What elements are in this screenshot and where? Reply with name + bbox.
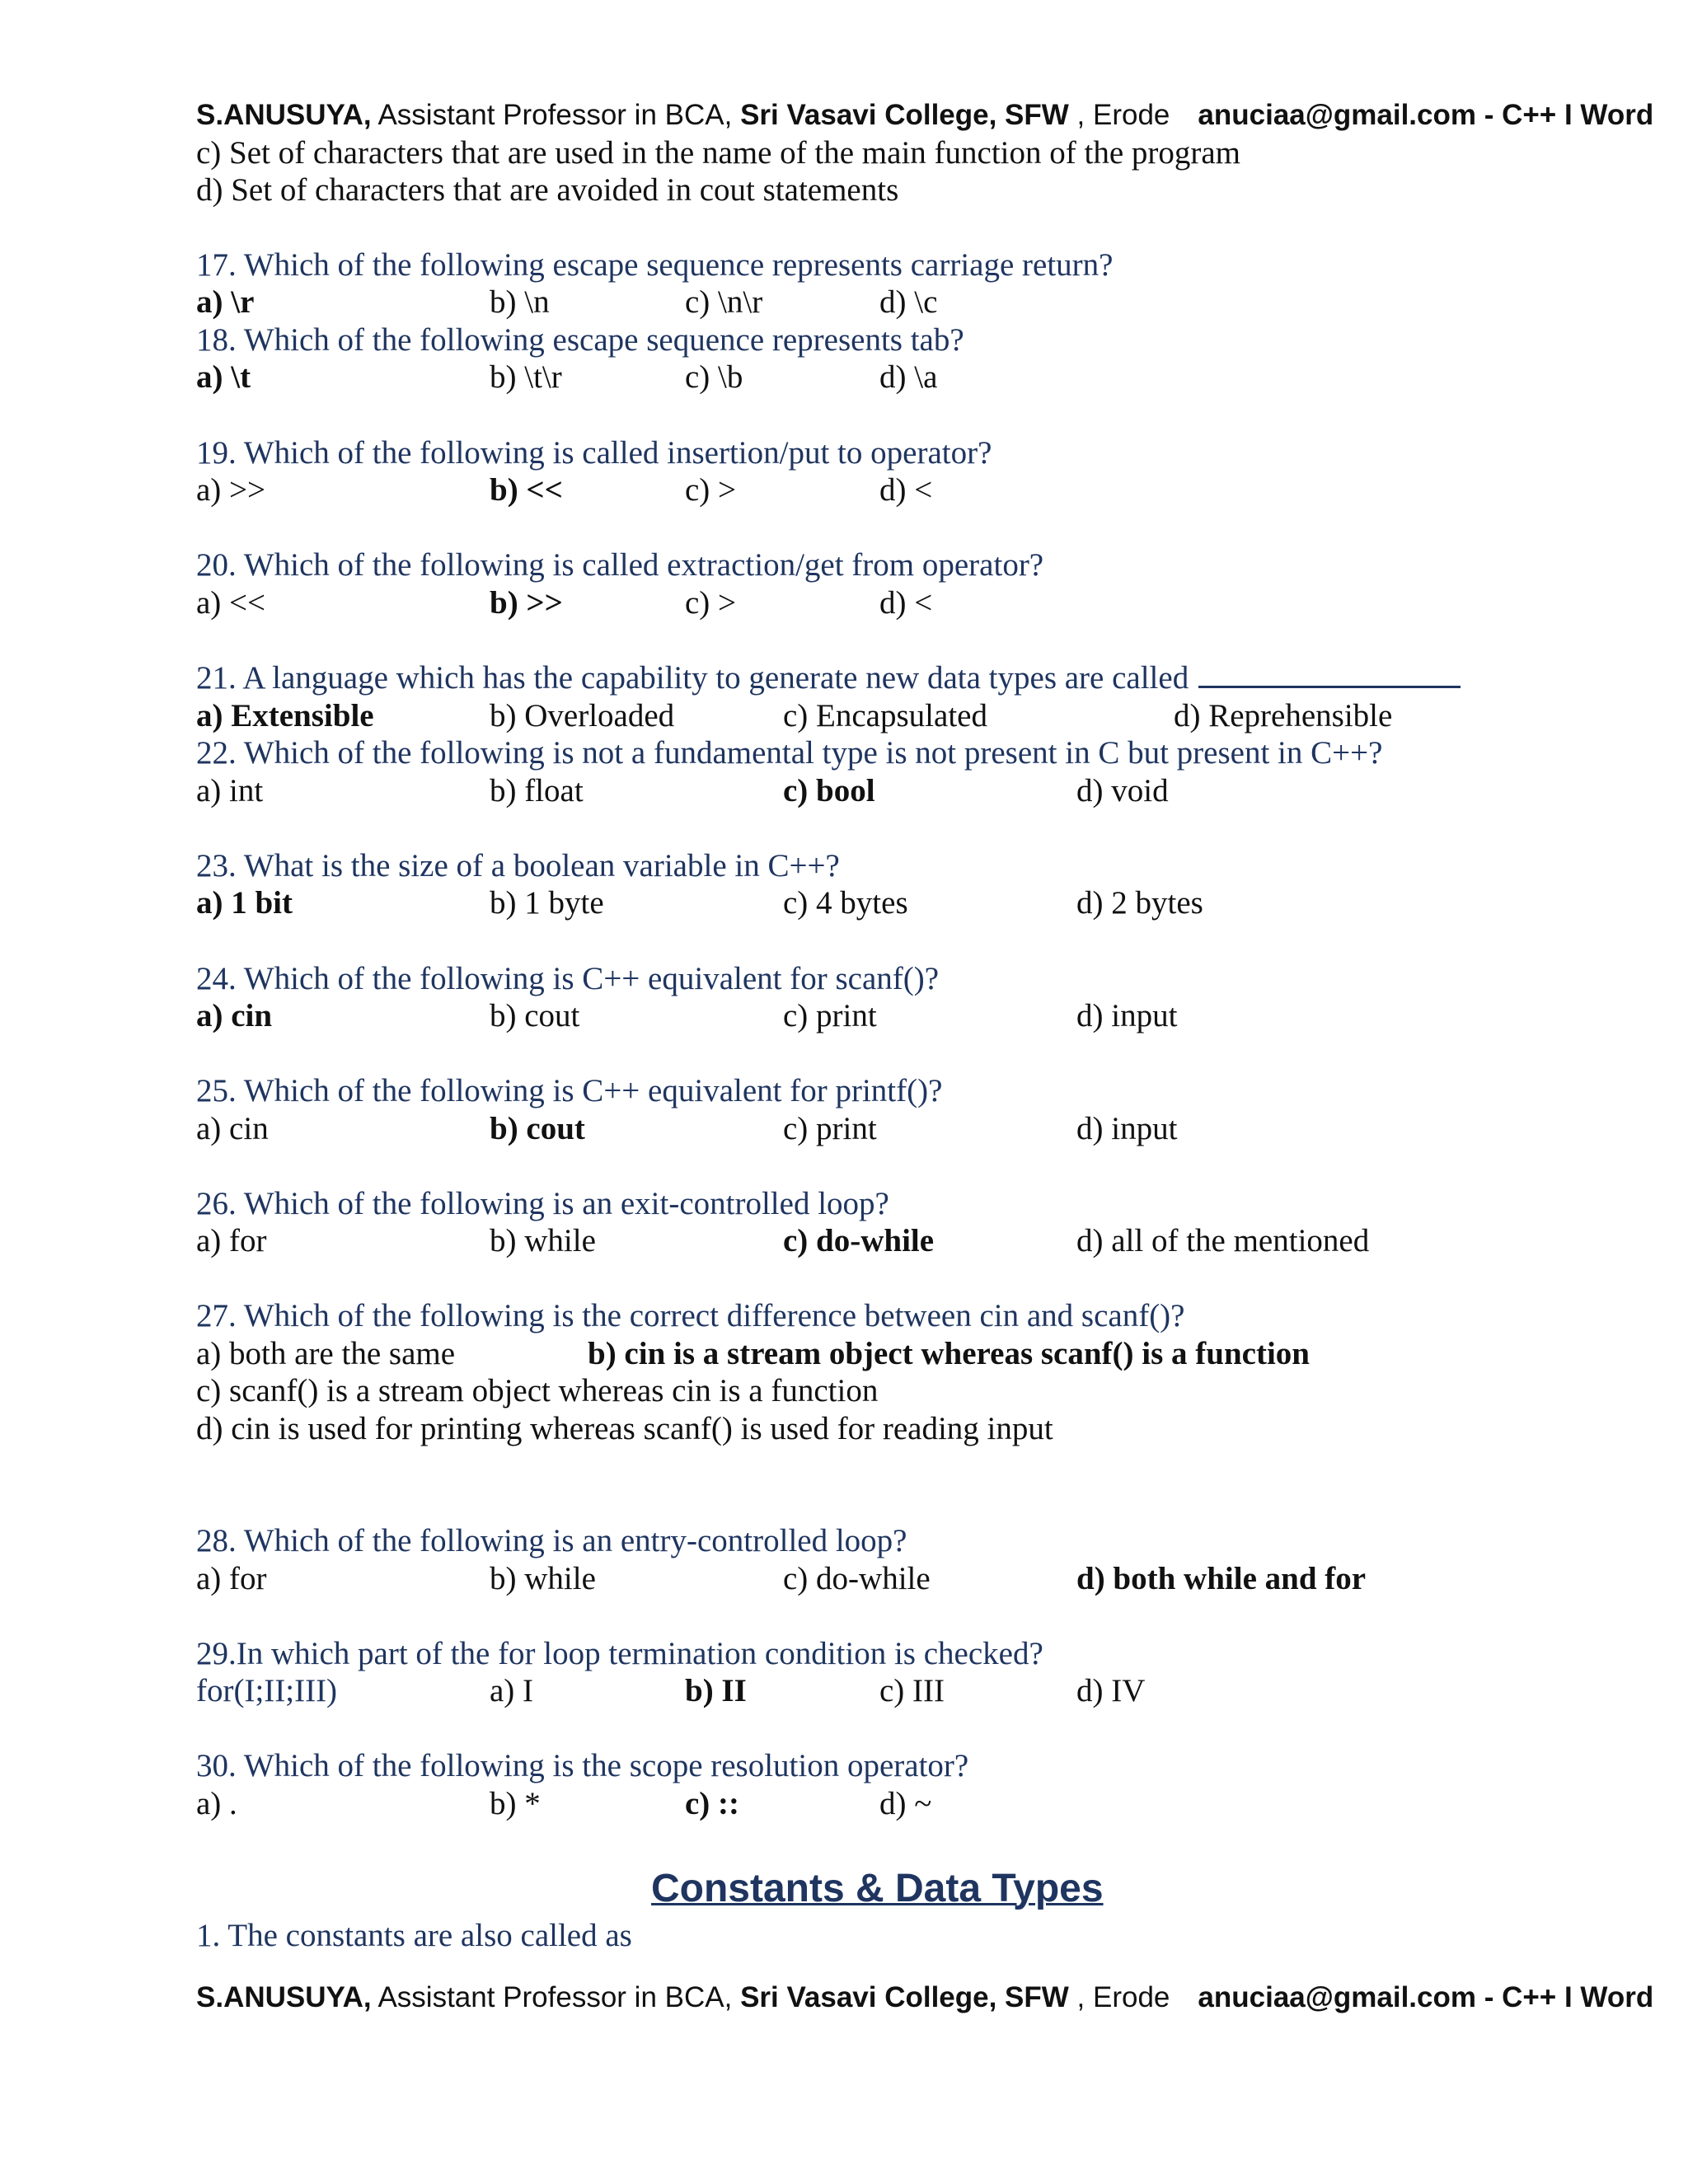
option-d: d) IV bbox=[1076, 1673, 1146, 1708]
header-place: , Erode bbox=[1068, 1981, 1170, 2013]
option-c: c) :: bbox=[685, 1786, 740, 1821]
option-b: b) cout bbox=[490, 1111, 585, 1146]
question-20: 20. Which of the following is called extraction/get from operator? bbox=[196, 547, 1044, 583]
question-21 bbox=[196, 659, 1461, 697]
option-c: c) scanf() is a stream object whereas cin is a function bbox=[196, 1373, 879, 1408]
option-d: d) cin is used for printing whereas scanf() is used for reading input bbox=[196, 1411, 1053, 1446]
option-c: c) print bbox=[783, 1111, 877, 1146]
option-d: d) both while and for bbox=[1076, 1561, 1367, 1596]
option-d: d) \a bbox=[879, 359, 938, 395]
options-q29 bbox=[0, 1672, 1688, 1710]
option-a: a) I bbox=[490, 1673, 534, 1708]
option-a: a) Extensible bbox=[196, 698, 374, 733]
option-a: a) both are the same bbox=[196, 1336, 456, 1371]
question-19: 19. Which of the following is called insertion/put to operator? bbox=[196, 435, 992, 471]
options-q24 bbox=[0, 997, 1688, 1035]
question-22: 22. Which of the following is not a fundamental type is not present in C but present in C++? bbox=[196, 735, 1383, 771]
option-a: a) << bbox=[196, 585, 266, 621]
option-b: b) \t\r bbox=[490, 359, 562, 395]
option-c: c) do-while bbox=[783, 1561, 931, 1596]
option-d: d) void bbox=[1076, 773, 1169, 808]
option-c: c) III bbox=[879, 1673, 945, 1708]
option-c: c) print bbox=[783, 998, 877, 1033]
question-27: 27. Which of the following is the correct difference between cin and scanf()? bbox=[196, 1298, 1185, 1333]
option-d: d) input bbox=[1076, 998, 1178, 1033]
option-c: c) bool bbox=[783, 773, 875, 808]
question-21-text: 21. A language which has the capability to generate new data types are called bbox=[196, 660, 1189, 696]
section-question-1: 1. The constants are also called as bbox=[196, 1918, 632, 1953]
answer-blank bbox=[1198, 661, 1461, 688]
option-b: b) float bbox=[490, 773, 584, 808]
option-b: b) while bbox=[490, 1561, 596, 1596]
header-email: anuciaa@gmail.com - C++ I Word bbox=[1198, 99, 1654, 131]
question-26: 26. Which of the following is an exit-controlled loop? bbox=[196, 1186, 889, 1221]
question-28: 28. Which of the following is an entry-controlled loop? bbox=[196, 1523, 907, 1558]
option-b: b) \n bbox=[490, 284, 550, 320]
option-b: b) >> bbox=[490, 585, 563, 621]
question-23: 23. What is the size of a boolean variable in C++? bbox=[196, 848, 840, 883]
option-d: d) input bbox=[1076, 1111, 1178, 1146]
question-24: 24. Which of the following is C++ equivalent for scanf()? bbox=[196, 961, 940, 996]
option-c: c) \n\r bbox=[685, 284, 763, 320]
options-q21 bbox=[0, 697, 1688, 735]
options-q30 bbox=[0, 1785, 1688, 1823]
option-c: c) Encapsulated bbox=[783, 698, 987, 733]
option-a: a) for bbox=[196, 1561, 267, 1596]
option-d: d) ~ bbox=[879, 1786, 932, 1821]
options-q19 bbox=[0, 471, 1688, 509]
loop-syntax: for(I;II;III) bbox=[196, 1673, 338, 1708]
option-a: a) for bbox=[196, 1223, 267, 1258]
option-a: a) int bbox=[196, 773, 264, 808]
option-b: b) << bbox=[490, 472, 563, 508]
header-place: , Erode bbox=[1068, 99, 1170, 131]
option-d: d) < bbox=[879, 472, 933, 508]
question-17: 17. Which of the following escape sequence represents carriage return? bbox=[196, 247, 1114, 283]
option-d: d) all of the mentioned bbox=[1076, 1223, 1370, 1258]
option-b: b) cin is a stream object whereas scanf() is a function bbox=[588, 1336, 1310, 1371]
header-role: Assistant Professor in BCA, bbox=[371, 1981, 741, 2013]
option-d: d) < bbox=[879, 585, 933, 621]
option-b: b) Overloaded bbox=[490, 698, 675, 733]
option-b: b) II bbox=[685, 1673, 747, 1708]
section-heading: Constants & Data Types bbox=[651, 1867, 1104, 1910]
option-a: a) \r bbox=[196, 284, 255, 320]
option-c: c) do-while bbox=[783, 1223, 935, 1258]
option-b: b) * bbox=[490, 1786, 541, 1821]
option-c: c) > bbox=[685, 472, 737, 508]
options-q18 bbox=[0, 359, 1688, 396]
option-a: a) >> bbox=[196, 472, 266, 508]
option-a: a) cin bbox=[196, 1111, 269, 1146]
option-c: c) > bbox=[685, 585, 737, 621]
options-q26 bbox=[0, 1222, 1688, 1260]
option-b: b) while bbox=[490, 1223, 596, 1258]
option-d: d) \c bbox=[879, 284, 938, 320]
option-b: b) 1 byte bbox=[490, 885, 604, 921]
header-author: S.ANUSUYA, bbox=[196, 99, 372, 131]
header-college: Sri Vasavi College, SFW bbox=[740, 1981, 1069, 2013]
option-b: b) cout bbox=[490, 998, 580, 1033]
question-18: 18. Which of the following escape sequence represents tab? bbox=[196, 322, 964, 358]
options-q27-ab bbox=[0, 1335, 1688, 1373]
options-q20 bbox=[0, 584, 1688, 622]
continuation-option-d: d) Set of characters that are avoided in cout statements bbox=[196, 172, 899, 208]
header-college: Sri Vasavi College, SFW bbox=[740, 99, 1069, 131]
option-d: d) Reprehensible bbox=[1174, 698, 1393, 733]
option-a: a) cin bbox=[196, 998, 273, 1033]
question-29: 29.In which part of the for loop termination condition is checked? bbox=[196, 1636, 1043, 1671]
options-q28 bbox=[0, 1560, 1688, 1598]
option-a: a) \t bbox=[196, 359, 251, 395]
option-a: a) . bbox=[196, 1786, 237, 1821]
option-d: d) 2 bytes bbox=[1076, 885, 1203, 921]
option-c: c) 4 bytes bbox=[783, 885, 908, 921]
header-author: S.ANUSUYA, bbox=[196, 1981, 372, 2013]
options-q22 bbox=[0, 772, 1688, 810]
page-header-bottom bbox=[196, 1980, 1653, 2016]
header-role: Assistant Professor in BCA, bbox=[371, 99, 741, 131]
options-q25 bbox=[0, 1110, 1688, 1148]
option-a: a) 1 bit bbox=[196, 885, 293, 921]
options-q23 bbox=[0, 884, 1688, 922]
continuation-option-c: c) Set of characters that are used in the name of the main function of the program bbox=[196, 135, 1241, 171]
option-c: c) \b bbox=[685, 359, 743, 395]
page-header-top bbox=[196, 97, 1653, 134]
options-q17 bbox=[0, 284, 1688, 321]
question-25: 25. Which of the following is C++ equivalent for printf()? bbox=[196, 1073, 943, 1108]
question-30: 30. Which of the following is the scope resolution operator? bbox=[196, 1748, 969, 1783]
header-email: anuciaa@gmail.com - C++ I Word bbox=[1198, 1981, 1654, 2013]
